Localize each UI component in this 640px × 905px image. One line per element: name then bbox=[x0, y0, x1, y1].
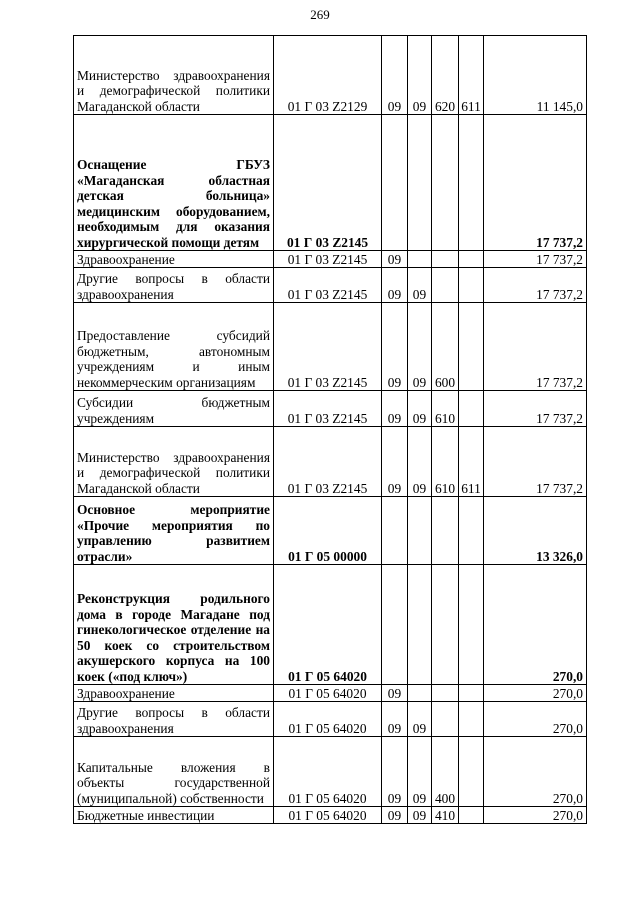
section-code-cell: 09 bbox=[382, 391, 408, 427]
section-code-cell bbox=[382, 565, 408, 685]
section-code-cell: 09 bbox=[382, 807, 408, 824]
table-row bbox=[74, 702, 587, 737]
subsection-code-cell bbox=[408, 251, 432, 268]
item-name-cell: Субсидии бюджетным учреждениям bbox=[74, 391, 274, 427]
section-code-cell: 09 bbox=[382, 251, 408, 268]
department-code-cell bbox=[459, 303, 484, 391]
section-code-cell: 09 bbox=[382, 303, 408, 391]
department-code-cell bbox=[459, 391, 484, 427]
amount-cell: 270,0 bbox=[484, 685, 587, 702]
item-name-cell: Капитальные вложения в объекты государственной (муниципальной) собственности bbox=[74, 737, 274, 807]
expense-type-cell bbox=[432, 497, 459, 565]
budget-table bbox=[73, 35, 587, 824]
target-code-cell: 01 Г 05 00000 bbox=[274, 497, 382, 565]
target-code-cell: 01 Г 03 Z2145 bbox=[274, 268, 382, 303]
amount-cell: 17 737,2 bbox=[484, 115, 587, 251]
section-code-cell: 09 bbox=[382, 685, 408, 702]
expense-type-cell bbox=[432, 685, 459, 702]
department-code-cell bbox=[459, 807, 484, 824]
table-row bbox=[74, 303, 587, 391]
subsection-code-cell bbox=[408, 565, 432, 685]
table-row bbox=[74, 737, 587, 807]
amount-cell: 270,0 bbox=[484, 737, 587, 807]
subsection-code-cell bbox=[408, 497, 432, 565]
item-name-cell: Реконструкция родильного дома в городе Магадане под гинекологическое отделение на 50 коек со строительством акушерского корпуса на 100 коек («под ключ») bbox=[74, 565, 274, 685]
target-code-cell: 01 Г 05 64020 bbox=[274, 737, 382, 807]
amount-cell: 270,0 bbox=[484, 702, 587, 737]
amount-cell: 13 326,0 bbox=[484, 497, 587, 565]
subsection-code-cell: 09 bbox=[408, 391, 432, 427]
subsection-code-cell: 09 bbox=[408, 807, 432, 824]
subsection-code-cell: 09 bbox=[408, 36, 432, 115]
section-code-cell: 09 bbox=[382, 737, 408, 807]
subsection-code-cell bbox=[408, 115, 432, 251]
subsection-code-cell: 09 bbox=[408, 303, 432, 391]
department-code-cell bbox=[459, 685, 484, 702]
department-code-cell bbox=[459, 565, 484, 685]
target-code-cell: 01 Г 03 Z2145 bbox=[274, 427, 382, 497]
section-code-cell: 09 bbox=[382, 268, 408, 303]
section-code-cell: 09 bbox=[382, 427, 408, 497]
page-number: 269 bbox=[310, 7, 330, 22]
amount-cell: 17 737,2 bbox=[484, 391, 587, 427]
item-name-cell: Предоставление субсидий бюджетным, автономным учреждениям и иным некоммерческим организациям bbox=[74, 303, 274, 391]
expense-type-cell: 610 bbox=[432, 427, 459, 497]
table-row bbox=[74, 427, 587, 497]
subsection-code-cell: 09 bbox=[408, 427, 432, 497]
table-row bbox=[74, 36, 587, 115]
section-code-cell: 09 bbox=[382, 36, 408, 115]
amount-cell: 11 145,0 bbox=[484, 36, 587, 115]
item-name-cell: Другие вопросы в области здравоохранения bbox=[74, 702, 274, 737]
item-name-cell: Здравоохранение bbox=[74, 251, 274, 268]
item-name-cell: Министерство здравоохранения и демографической политики Магаданской области bbox=[74, 36, 274, 115]
item-name-cell: Основное мероприятие «Прочие мероприятия по управлению развитием отрасли» bbox=[74, 497, 274, 565]
amount-cell: 17 737,2 bbox=[484, 251, 587, 268]
target-code-cell: 01 Г 03 Z2145 bbox=[274, 303, 382, 391]
target-code-cell: 01 Г 05 64020 bbox=[274, 565, 382, 685]
expense-type-cell bbox=[432, 251, 459, 268]
target-code-cell: 01 Г 03 Z2145 bbox=[274, 391, 382, 427]
target-code-cell: 01 Г 03 Z2145 bbox=[274, 251, 382, 268]
table-row bbox=[74, 268, 587, 303]
subsection-code-cell bbox=[408, 685, 432, 702]
item-name-cell: Оснащение ГБУЗ «Магаданская областная детская больница» медицинским оборудованием, необходимым для оказания хирургической помощи детям bbox=[74, 115, 274, 251]
section-code-cell bbox=[382, 497, 408, 565]
expense-type-cell: 400 bbox=[432, 737, 459, 807]
target-code-cell: 01 Г 05 64020 bbox=[274, 702, 382, 737]
target-code-cell: 01 Г 03 Z2129 bbox=[274, 36, 382, 115]
amount-cell: 270,0 bbox=[484, 565, 587, 685]
subsection-code-cell: 09 bbox=[408, 268, 432, 303]
target-code-cell: 01 Г 03 Z2145 bbox=[274, 115, 382, 251]
target-code-cell: 01 Г 05 64020 bbox=[274, 807, 382, 824]
amount-cell: 17 737,2 bbox=[484, 303, 587, 391]
item-name-cell: Министерство здравоохранения и демографической политики Магаданской области bbox=[74, 427, 274, 497]
target-code-cell: 01 Г 05 64020 bbox=[274, 685, 382, 702]
table-row bbox=[74, 251, 587, 268]
table-row bbox=[74, 685, 587, 702]
department-code-cell bbox=[459, 251, 484, 268]
department-code-cell bbox=[459, 268, 484, 303]
table-row bbox=[74, 115, 587, 251]
expense-type-cell: 600 bbox=[432, 303, 459, 391]
amount-cell: 17 737,2 bbox=[484, 268, 587, 303]
expense-type-cell bbox=[432, 268, 459, 303]
expense-type-cell: 620 bbox=[432, 36, 459, 115]
table-row bbox=[74, 807, 587, 824]
section-code-cell: 09 bbox=[382, 702, 408, 737]
department-code-cell: 611 bbox=[459, 427, 484, 497]
subsection-code-cell: 09 bbox=[408, 737, 432, 807]
item-name-cell: Бюджетные инвестиции bbox=[74, 807, 274, 824]
department-code-cell bbox=[459, 737, 484, 807]
amount-cell: 270,0 bbox=[484, 807, 587, 824]
expense-type-cell bbox=[432, 702, 459, 737]
department-code-cell bbox=[459, 115, 484, 251]
table-row bbox=[74, 565, 587, 685]
table-row bbox=[74, 497, 587, 565]
expense-type-cell: 610 bbox=[432, 391, 459, 427]
section-code-cell bbox=[382, 115, 408, 251]
item-name-cell: Другие вопросы в области здравоохранения bbox=[74, 268, 274, 303]
table-row bbox=[74, 391, 587, 427]
department-code-cell: 611 bbox=[459, 36, 484, 115]
amount-cell: 17 737,2 bbox=[484, 427, 587, 497]
department-code-cell bbox=[459, 702, 484, 737]
expense-type-cell: 410 bbox=[432, 807, 459, 824]
subsection-code-cell: 09 bbox=[408, 702, 432, 737]
expense-type-cell bbox=[432, 565, 459, 685]
item-name-cell: Здравоохранение bbox=[74, 685, 274, 702]
department-code-cell bbox=[459, 497, 484, 565]
expense-type-cell bbox=[432, 115, 459, 251]
